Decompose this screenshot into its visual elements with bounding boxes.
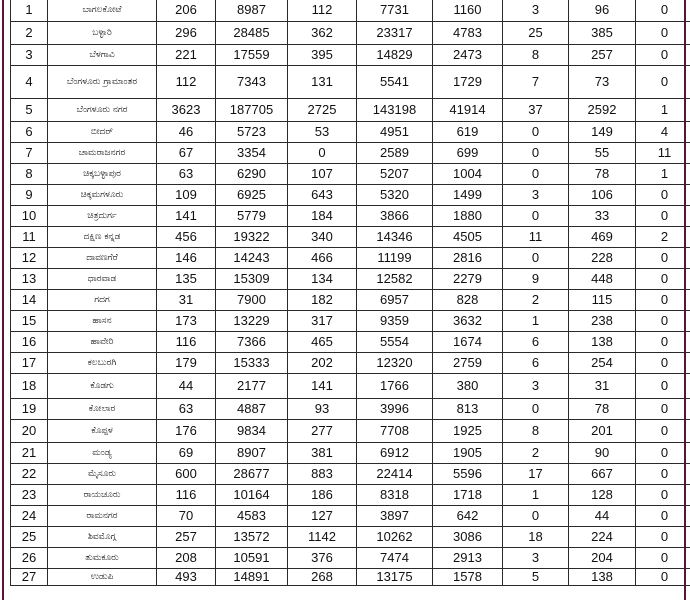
value-cell-c5: 1160 [433, 0, 503, 22]
value-cell-c4: 3996 [357, 399, 433, 420]
value-cell-c8: 11 [636, 143, 690, 164]
value-cell-c1: 257 [157, 527, 216, 548]
value-cell-c2: 7366 [216, 332, 288, 353]
district-name-cell: ರಾಮನಗರ [48, 506, 157, 527]
value-cell-c4: 23317 [357, 22, 433, 45]
value-cell-c2: 13229 [216, 311, 288, 332]
value-cell-c4: 7708 [357, 420, 433, 443]
value-cell-c5: 1004 [433, 164, 503, 185]
value-cell-c8: 0 [636, 311, 690, 332]
value-cell-c2: 17559 [216, 45, 288, 66]
serial-number-cell: 10 [11, 206, 48, 227]
value-cell-c6: 2 [503, 290, 569, 311]
value-cell-c2: 8987 [216, 0, 288, 22]
serial-number-cell: 3 [11, 45, 48, 66]
value-cell-c6: 8 [503, 45, 569, 66]
value-cell-c5: 1499 [433, 185, 503, 206]
value-cell-c2: 15309 [216, 269, 288, 290]
value-cell-c3: 112 [288, 0, 357, 22]
serial-number-cell: 27 [11, 569, 48, 586]
table-row [11, 66, 690, 99]
value-cell-c2: 5779 [216, 206, 288, 227]
value-cell-c4: 10262 [357, 527, 433, 548]
value-cell-c1: 135 [157, 269, 216, 290]
value-cell-c5: 2759 [433, 353, 503, 374]
serial-number-cell: 15 [11, 311, 48, 332]
value-cell-c7: 228 [569, 248, 636, 269]
value-cell-c4: 14829 [357, 45, 433, 66]
district-name-cell: ಬಾಗಲಕೋಟೆ [48, 0, 157, 22]
table-row [11, 269, 690, 290]
value-cell-c5: 4783 [433, 22, 503, 45]
district-name-cell: ದಕ್ಷಿಣ ಕನ್ನಡ [48, 227, 157, 248]
value-cell-c5: 2279 [433, 269, 503, 290]
value-cell-c4: 4951 [357, 122, 433, 143]
serial-number-cell: 2 [11, 22, 48, 45]
value-cell-c3: 134 [288, 269, 357, 290]
value-cell-c1: 600 [157, 464, 216, 485]
value-cell-c3: 186 [288, 485, 357, 506]
value-cell-c3: 202 [288, 353, 357, 374]
value-cell-c3: 376 [288, 548, 357, 569]
value-cell-c3: 317 [288, 311, 357, 332]
value-cell-c1: 69 [157, 443, 216, 464]
value-cell-c1: 116 [157, 332, 216, 353]
district-name-cell: ಚಿಕ್ಕಬಳ್ಳಾಪುರ [48, 164, 157, 185]
serial-number-cell: 14 [11, 290, 48, 311]
district-name-cell: ಬೆಂಗಳೂರು ನಗರ [48, 99, 157, 122]
value-cell-c1: 63 [157, 399, 216, 420]
value-cell-c2: 2177 [216, 374, 288, 399]
value-cell-c1: 221 [157, 45, 216, 66]
table-row [11, 0, 690, 22]
district-name-cell: ಮೈಸೂರು [48, 464, 157, 485]
value-cell-c5: 2473 [433, 45, 503, 66]
serial-number-cell: 1 [11, 0, 48, 22]
value-cell-c7: 138 [569, 569, 636, 586]
value-cell-c5: 5596 [433, 464, 503, 485]
value-cell-c2: 15333 [216, 353, 288, 374]
value-cell-c7: 469 [569, 227, 636, 248]
value-cell-c6: 25 [503, 22, 569, 45]
value-cell-c7: 138 [569, 332, 636, 353]
serial-number-cell: 24 [11, 506, 48, 527]
value-cell-c5: 41914 [433, 99, 503, 122]
value-cell-c5: 1880 [433, 206, 503, 227]
table-row [11, 122, 690, 143]
value-cell-c3: 127 [288, 506, 357, 527]
serial-number-cell: 16 [11, 332, 48, 353]
value-cell-c1: 112 [157, 66, 216, 99]
value-cell-c6: 1 [503, 485, 569, 506]
value-cell-c4: 6912 [357, 443, 433, 464]
value-cell-c7: 96 [569, 0, 636, 22]
value-cell-c8: 0 [636, 206, 690, 227]
value-cell-c4: 13175 [357, 569, 433, 586]
table-row [11, 248, 690, 269]
value-cell-c3: 395 [288, 45, 357, 66]
value-cell-c4: 3897 [357, 506, 433, 527]
value-cell-c1: 46 [157, 122, 216, 143]
value-cell-c8: 0 [636, 420, 690, 443]
value-cell-c5: 699 [433, 143, 503, 164]
value-cell-c2: 187705 [216, 99, 288, 122]
value-cell-c7: 33 [569, 206, 636, 227]
district-name-cell: ತುಮಕೂರು [48, 548, 157, 569]
table-row [11, 420, 690, 443]
value-cell-c1: 70 [157, 506, 216, 527]
value-cell-c6: 0 [503, 164, 569, 185]
value-cell-c2: 6290 [216, 164, 288, 185]
value-cell-c2: 10164 [216, 485, 288, 506]
value-cell-c8: 0 [636, 485, 690, 506]
value-cell-c1: 44 [157, 374, 216, 399]
table-row [11, 485, 690, 506]
value-cell-c8: 0 [636, 569, 690, 586]
serial-number-cell: 21 [11, 443, 48, 464]
value-cell-c8: 0 [636, 248, 690, 269]
serial-number-cell: 8 [11, 164, 48, 185]
value-cell-c3: 362 [288, 22, 357, 45]
value-cell-c4: 11199 [357, 248, 433, 269]
serial-number-cell: 6 [11, 122, 48, 143]
value-cell-c8: 0 [636, 506, 690, 527]
value-cell-c7: 78 [569, 164, 636, 185]
value-cell-c3: 268 [288, 569, 357, 586]
value-cell-c8: 0 [636, 464, 690, 485]
value-cell-c7: 115 [569, 290, 636, 311]
value-cell-c2: 3354 [216, 143, 288, 164]
value-cell-c2: 19322 [216, 227, 288, 248]
value-cell-c5: 1925 [433, 420, 503, 443]
value-cell-c7: 448 [569, 269, 636, 290]
value-cell-c6: 3 [503, 185, 569, 206]
value-cell-c2: 28677 [216, 464, 288, 485]
value-cell-c2: 7900 [216, 290, 288, 311]
value-cell-c6: 9 [503, 269, 569, 290]
value-cell-c6: 7 [503, 66, 569, 99]
value-cell-c4: 143198 [357, 99, 433, 122]
value-cell-c5: 380 [433, 374, 503, 399]
value-cell-c4: 22414 [357, 464, 433, 485]
value-cell-c8: 0 [636, 269, 690, 290]
value-cell-c4: 2589 [357, 143, 433, 164]
value-cell-c6: 1 [503, 311, 569, 332]
value-cell-c3: 107 [288, 164, 357, 185]
district-name-cell: ಹಾಸನ [48, 311, 157, 332]
serial-number-cell: 17 [11, 353, 48, 374]
value-cell-c1: 456 [157, 227, 216, 248]
value-cell-c7: 44 [569, 506, 636, 527]
table-row [11, 399, 690, 420]
table-row [11, 206, 690, 227]
district-name-cell: ಮಂಡ್ಯ [48, 443, 157, 464]
table-row [11, 569, 690, 586]
serial-number-cell: 20 [11, 420, 48, 443]
value-cell-c3: 131 [288, 66, 357, 99]
district-name-cell: ಹಾವೇರಿ [48, 332, 157, 353]
value-cell-c6: 5 [503, 569, 569, 586]
value-cell-c8: 0 [636, 185, 690, 206]
value-cell-c5: 1718 [433, 485, 503, 506]
value-cell-c1: 31 [157, 290, 216, 311]
value-cell-c4: 9359 [357, 311, 433, 332]
value-cell-c2: 14891 [216, 569, 288, 586]
table-row [11, 290, 690, 311]
value-cell-c7: 128 [569, 485, 636, 506]
value-cell-c1: 116 [157, 485, 216, 506]
value-cell-c8: 0 [636, 353, 690, 374]
serial-number-cell: 4 [11, 66, 48, 99]
value-cell-c2: 13572 [216, 527, 288, 548]
value-cell-c3: 182 [288, 290, 357, 311]
value-cell-c4: 12320 [357, 353, 433, 374]
value-cell-c3: 277 [288, 420, 357, 443]
value-cell-c8: 0 [636, 290, 690, 311]
value-cell-c4: 8318 [357, 485, 433, 506]
serial-number-cell: 11 [11, 227, 48, 248]
district-name-cell: ಚಿತ್ರದುರ್ಗ [48, 206, 157, 227]
value-cell-c1: 206 [157, 0, 216, 22]
district-name-cell: ಬೆಂಗಳೂರು ಗ್ರಾಮಾಂತರ [48, 66, 157, 99]
value-cell-c1: 146 [157, 248, 216, 269]
value-cell-c2: 9834 [216, 420, 288, 443]
serial-number-cell: 26 [11, 548, 48, 569]
value-cell-c5: 2913 [433, 548, 503, 569]
value-cell-c6: 18 [503, 527, 569, 548]
value-cell-c4: 5554 [357, 332, 433, 353]
value-cell-c3: 466 [288, 248, 357, 269]
serial-number-cell: 23 [11, 485, 48, 506]
district-name-cell: ರಾಯಚೂರು [48, 485, 157, 506]
table-row [11, 227, 690, 248]
value-cell-c7: 78 [569, 399, 636, 420]
value-cell-c8: 0 [636, 332, 690, 353]
district-data-table [10, 0, 690, 586]
value-cell-c2: 8907 [216, 443, 288, 464]
value-cell-c6: 0 [503, 248, 569, 269]
value-cell-c6: 3 [503, 548, 569, 569]
value-cell-c4: 7731 [357, 0, 433, 22]
value-cell-c6: 6 [503, 353, 569, 374]
value-cell-c5: 828 [433, 290, 503, 311]
value-cell-c5: 3086 [433, 527, 503, 548]
table-row [11, 22, 690, 45]
value-cell-c7: 254 [569, 353, 636, 374]
value-cell-c3: 465 [288, 332, 357, 353]
value-cell-c3: 93 [288, 399, 357, 420]
district-name-cell: ಧಾರವಾಡ [48, 269, 157, 290]
value-cell-c7: 257 [569, 45, 636, 66]
value-cell-c4: 1766 [357, 374, 433, 399]
table-row [11, 374, 690, 399]
serial-number-cell: 22 [11, 464, 48, 485]
value-cell-c1: 179 [157, 353, 216, 374]
value-cell-c7: 149 [569, 122, 636, 143]
serial-number-cell: 19 [11, 399, 48, 420]
value-cell-c2: 4583 [216, 506, 288, 527]
district-name-cell: ದಾವಣಗೆರೆ [48, 248, 157, 269]
value-cell-c5: 813 [433, 399, 503, 420]
value-cell-c4: 5207 [357, 164, 433, 185]
value-cell-c3: 1142 [288, 527, 357, 548]
value-cell-c7: 224 [569, 527, 636, 548]
district-name-cell: ಕೋಲಾರ [48, 399, 157, 420]
value-cell-c2: 7343 [216, 66, 288, 99]
value-cell-c5: 1905 [433, 443, 503, 464]
table-row [11, 548, 690, 569]
value-cell-c7: 55 [569, 143, 636, 164]
value-cell-c6: 0 [503, 122, 569, 143]
value-cell-c1: 109 [157, 185, 216, 206]
value-cell-c7: 31 [569, 374, 636, 399]
table-row [11, 527, 690, 548]
district-name-cell: ಕಲಬುರಗಿ [48, 353, 157, 374]
value-cell-c4: 5320 [357, 185, 433, 206]
value-cell-c8: 0 [636, 527, 690, 548]
district-name-cell: ಚಿಕ್ಕಮಗಳೂರು [48, 185, 157, 206]
value-cell-c4: 3866 [357, 206, 433, 227]
value-cell-c8: 0 [636, 374, 690, 399]
district-name-cell: ಬಳ್ಳಾರಿ [48, 22, 157, 45]
value-cell-c4: 5541 [357, 66, 433, 99]
serial-number-cell: 25 [11, 527, 48, 548]
value-cell-c1: 3623 [157, 99, 216, 122]
value-cell-c8: 0 [636, 45, 690, 66]
value-cell-c5: 642 [433, 506, 503, 527]
district-name-cell: ಶಿವಮೊಗ್ಗ [48, 527, 157, 548]
serial-number-cell: 7 [11, 143, 48, 164]
table-row [11, 185, 690, 206]
table-body [11, 0, 690, 586]
value-cell-c3: 340 [288, 227, 357, 248]
value-cell-c5: 4505 [433, 227, 503, 248]
value-cell-c8: 4 [636, 122, 690, 143]
value-cell-c3: 883 [288, 464, 357, 485]
value-cell-c7: 204 [569, 548, 636, 569]
value-cell-c3: 184 [288, 206, 357, 227]
district-name-cell: ಕೊಡಗು [48, 374, 157, 399]
value-cell-c6: 37 [503, 99, 569, 122]
value-cell-c2: 14243 [216, 248, 288, 269]
serial-number-cell: 12 [11, 248, 48, 269]
value-cell-c3: 53 [288, 122, 357, 143]
value-cell-c8: 0 [636, 0, 690, 22]
value-cell-c1: 141 [157, 206, 216, 227]
value-cell-c7: 201 [569, 420, 636, 443]
value-cell-c1: 493 [157, 569, 216, 586]
serial-number-cell: 18 [11, 374, 48, 399]
value-cell-c4: 7474 [357, 548, 433, 569]
value-cell-c5: 3632 [433, 311, 503, 332]
value-cell-c7: 90 [569, 443, 636, 464]
value-cell-c5: 2816 [433, 248, 503, 269]
value-cell-c1: 63 [157, 164, 216, 185]
value-cell-c8: 2 [636, 227, 690, 248]
value-cell-c6: 0 [503, 399, 569, 420]
value-cell-c8: 0 [636, 22, 690, 45]
value-cell-c8: 0 [636, 66, 690, 99]
district-name-cell: ಕೊಪ್ಪಳ [48, 420, 157, 443]
table-row [11, 443, 690, 464]
value-cell-c6: 2 [503, 443, 569, 464]
value-cell-c6: 17 [503, 464, 569, 485]
value-cell-c2: 6925 [216, 185, 288, 206]
table-row [11, 353, 690, 374]
table-row [11, 99, 690, 122]
value-cell-c1: 173 [157, 311, 216, 332]
table-row [11, 332, 690, 353]
value-cell-c6: 0 [503, 206, 569, 227]
district-name-cell: ಗದಗ [48, 290, 157, 311]
table-row [11, 506, 690, 527]
value-cell-c7: 73 [569, 66, 636, 99]
value-cell-c8: 0 [636, 399, 690, 420]
value-cell-c1: 208 [157, 548, 216, 569]
table-row [11, 45, 690, 66]
value-cell-c6: 11 [503, 227, 569, 248]
value-cell-c4: 14346 [357, 227, 433, 248]
serial-number-cell: 13 [11, 269, 48, 290]
value-cell-c8: 1 [636, 99, 690, 122]
value-cell-c2: 10591 [216, 548, 288, 569]
value-cell-c2: 28485 [216, 22, 288, 45]
value-cell-c7: 667 [569, 464, 636, 485]
value-cell-c4: 6957 [357, 290, 433, 311]
value-cell-c3: 643 [288, 185, 357, 206]
district-name-cell: ಚಾಮರಾಜನಗರ [48, 143, 157, 164]
value-cell-c7: 385 [569, 22, 636, 45]
value-cell-c8: 0 [636, 443, 690, 464]
value-cell-c1: 67 [157, 143, 216, 164]
value-cell-c7: 238 [569, 311, 636, 332]
serial-number-cell: 9 [11, 185, 48, 206]
value-cell-c6: 0 [503, 506, 569, 527]
value-cell-c1: 176 [157, 420, 216, 443]
value-cell-c2: 4887 [216, 399, 288, 420]
value-cell-c5: 619 [433, 122, 503, 143]
value-cell-c6: 8 [503, 420, 569, 443]
value-cell-c6: 0 [503, 143, 569, 164]
value-cell-c5: 1729 [433, 66, 503, 99]
value-cell-c3: 381 [288, 443, 357, 464]
value-cell-c5: 1674 [433, 332, 503, 353]
value-cell-c6: 6 [503, 332, 569, 353]
table-row [11, 311, 690, 332]
value-cell-c7: 2592 [569, 99, 636, 122]
value-cell-c7: 106 [569, 185, 636, 206]
district-name-cell: ಬೆಳಗಾವಿ [48, 45, 157, 66]
value-cell-c4: 12582 [357, 269, 433, 290]
value-cell-c6: 3 [503, 374, 569, 399]
value-cell-c3: 141 [288, 374, 357, 399]
table-row [11, 164, 690, 185]
value-cell-c3: 0 [288, 143, 357, 164]
district-name-cell: ಉಡುಪಿ [48, 569, 157, 586]
value-cell-c8: 0 [636, 548, 690, 569]
value-cell-c2: 5723 [216, 122, 288, 143]
table-row [11, 464, 690, 485]
district-name-cell: ಬೀದರ್ [48, 122, 157, 143]
value-cell-c5: 1578 [433, 569, 503, 586]
value-cell-c1: 296 [157, 22, 216, 45]
serial-number-cell: 5 [11, 99, 48, 122]
value-cell-c8: 1 [636, 164, 690, 185]
value-cell-c6: 3 [503, 0, 569, 22]
value-cell-c3: 2725 [288, 99, 357, 122]
table-row [11, 143, 690, 164]
